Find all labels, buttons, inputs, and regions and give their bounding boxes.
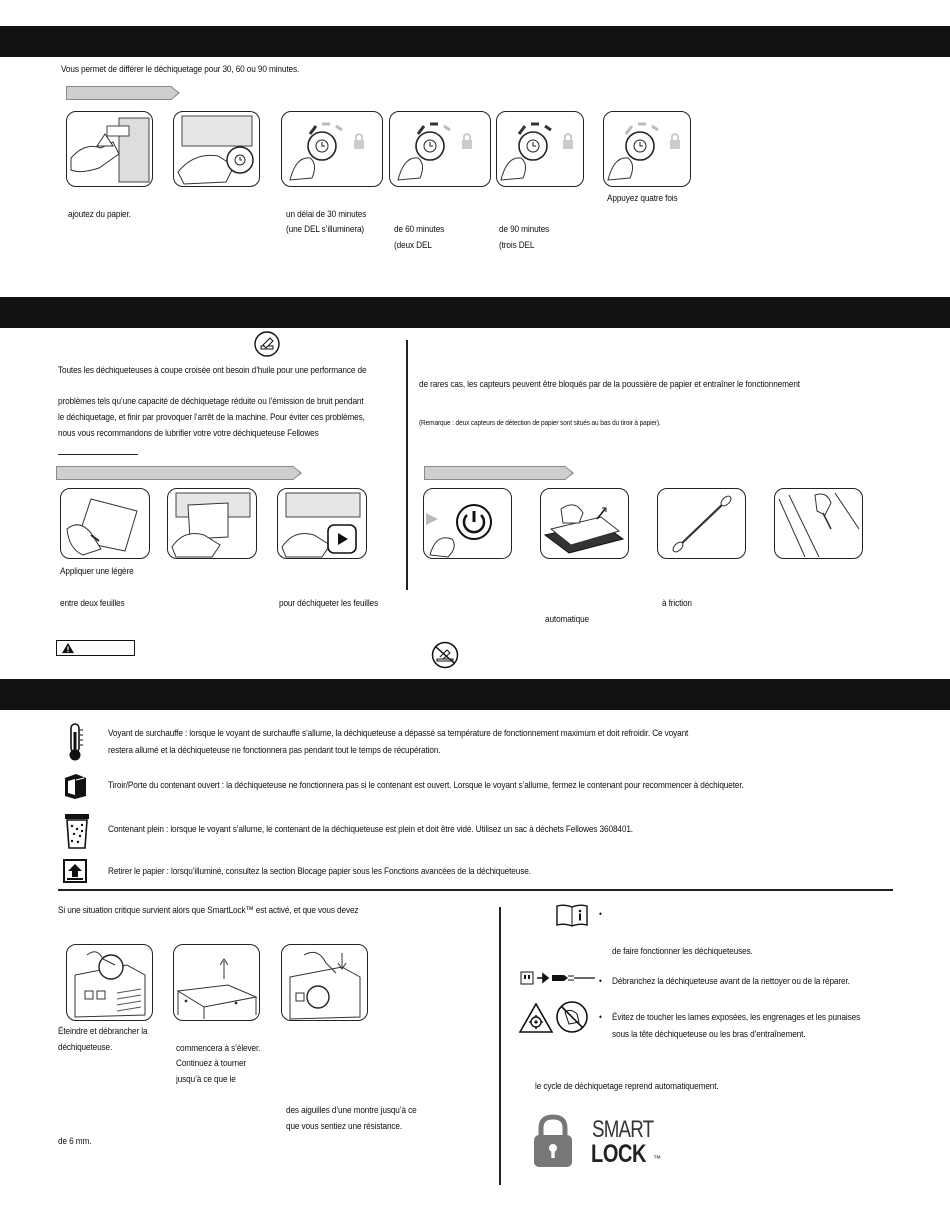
safety-text-3-line2: sous la tête déchiqueteuse ou les bras d’entraînement. xyxy=(612,1029,806,1040)
thermometer-icon xyxy=(63,722,87,762)
oil-step1b-caption: entre deux feuilles xyxy=(60,598,125,609)
section-header-bar-maintenance xyxy=(0,297,950,328)
delay-step3-caption-2: (une DEL s’illuminera) xyxy=(286,224,365,235)
safety-text-1: de faire fonctionner les déchiqueteuses. xyxy=(612,946,753,957)
sensor-caption-automatic: automatique xyxy=(545,614,589,625)
column-divider xyxy=(499,907,501,1185)
divider xyxy=(58,454,138,455)
sensor-caption-friction: à friction xyxy=(662,598,692,609)
delay-step4-caption-2: (deux DEL xyxy=(394,240,432,251)
smartlock-logo-tm: ™ xyxy=(653,1154,661,1163)
smartlock-caption1-line2: déchiqueteuse. xyxy=(58,1042,113,1053)
divider xyxy=(58,889,893,891)
procedure-arrow-label xyxy=(424,466,566,480)
illustration-timer-30 xyxy=(281,111,383,187)
bin-open-icon xyxy=(62,772,88,800)
illustration-timer-60 xyxy=(389,111,491,187)
illustration-power-off xyxy=(423,488,512,559)
illustration-oil-feed xyxy=(167,488,257,559)
indicator-bin-full: Contenant plein : lorsque le voyant s’allume, le contenant de la déchiqueteuse est plein et doit être vidé. Utilisez un sac à déchets Fellowes 3608401. xyxy=(108,824,633,835)
delay-step3-caption-1: un délai de 30 minutes xyxy=(286,209,367,220)
warning-label xyxy=(56,640,135,656)
oil-step3-caption: pour déchiqueter les feuilles xyxy=(279,598,379,609)
smartlock-caption2-line3: jusqu’à ce que le xyxy=(176,1074,236,1085)
smartlock-caption4: de 6 mm. xyxy=(58,1136,92,1147)
smartlock-logo-lock: LOCK xyxy=(591,1140,647,1168)
safety-bullet-2: • xyxy=(599,976,602,987)
shred-resume-text: le cycle de déchiquetage reprend automatiquement. xyxy=(535,1081,719,1092)
indicator-overheat-line1: Voyant de surchauffe : lorsque le voyant de surchauffe s’allume, la déchiqueteuse a dépassé sa température de fonctionnement maximum et doit refroidir. Ce voyant xyxy=(108,728,689,739)
column-divider xyxy=(406,340,408,590)
illustration-timer-cancel xyxy=(603,111,691,187)
delay-intro: Vous permet de différer le déchiquetage pour 30, 60 ou 90 minutes. xyxy=(61,64,300,75)
smartlock-caption2-line2: Continuez à tourner xyxy=(176,1058,247,1069)
delay-step6-caption: Appuyez quatre fois xyxy=(607,193,678,204)
section-header-bar-delay xyxy=(0,26,950,57)
delay-step5-caption-2: (trois DEL xyxy=(499,240,535,251)
padlock-icon xyxy=(533,1114,573,1168)
delay-step4-caption-1: de 60 minutes xyxy=(394,224,445,235)
oil-step1-caption: Appliquer une légère xyxy=(60,566,134,577)
sensor-text-line1: de rares cas, les capteurs peuvent être bloqués par de la poussière de papier et entraîner le fonctionnement xyxy=(419,379,800,390)
safety-text-3-line1: Évitez de toucher les lames exposées, les engrenages et les punaises xyxy=(612,1012,861,1023)
smartlock-caption3-line2: que vous sentiez une résistance. xyxy=(286,1121,403,1132)
oil-text-line1: Toutes les déchiqueteuses à coupe croisée ont besoin d’huile pour une performance de xyxy=(58,365,367,376)
safety-text-2: Débranchez la déchiqueteuse avant de la nettoyer ou de la réparer. xyxy=(612,976,850,987)
blade-hazard-icon xyxy=(518,1002,554,1034)
illustration-timer-90 xyxy=(496,111,584,187)
smartlock-intro: Si une situation critique survient alors que SmartLock™ est activé, et que vous devez xyxy=(58,905,359,916)
illustration-press-timer xyxy=(173,111,260,187)
illustration-open-drawer xyxy=(540,488,629,559)
illustration-turn-knob xyxy=(281,944,368,1021)
delay-step5-caption-1: de 90 minutes xyxy=(499,224,550,235)
delay-step1-caption: ajoutez du papier. xyxy=(68,209,131,220)
procedure-arrow-label xyxy=(56,466,294,480)
info-manual-icon xyxy=(555,903,589,927)
illustration-unplug xyxy=(66,944,153,1021)
safety-bullet-1: • xyxy=(599,909,602,920)
safety-bullet-3: • xyxy=(599,1012,602,1023)
smartlock-caption3-line1: des aiguilles d’une montre jusqu’à ce xyxy=(286,1105,417,1116)
oil-pen-icon xyxy=(254,331,280,357)
illustration-cotton-swab xyxy=(657,488,746,559)
illustration-clean-sensor xyxy=(774,488,863,559)
sensor-note: (Remarque : deux capteurs de détection de papier sont situés au bas du tiroir à papier). xyxy=(419,418,661,427)
illustration-oil-reverse xyxy=(277,488,367,559)
smartlock-logo-smart: SMART xyxy=(592,1116,654,1143)
smartlock-caption2-line1: commencera à s’élever. xyxy=(176,1043,261,1054)
procedure-arrow-label xyxy=(66,86,172,100)
illustration-add-paper xyxy=(66,111,153,187)
indicator-overheat-line2: restera allumé et la déchiqueteuse ne fonctionnera pas pendant tout le temps de récupération. xyxy=(108,745,441,756)
indicator-remove-paper: Retirer le papier : lorsqu’illuminé, consultez la section Blocage papier sous les Fonctions avancées de la déchiqueteuse. xyxy=(108,866,531,877)
no-oil-icon xyxy=(431,641,459,669)
oil-text-line3: le déchiquetage, et finir par provoquer l’arrêt de la machine. Pour éviter ces problèmes, xyxy=(58,412,365,423)
oil-text-line4: nous vous recommandons de lubrifier votre votre déchiqueteuse Fellowes xyxy=(58,428,319,439)
oil-text-line2: problèmes tels qu’une capacité de déchiquetage réduite ou l’émission de bruit pendant xyxy=(58,396,364,407)
section-header-bar-indicators xyxy=(0,679,950,710)
bin-full-icon xyxy=(63,812,91,850)
illustration-oil-apply xyxy=(60,488,150,559)
remove-paper-icon xyxy=(62,858,88,884)
illustration-lift-head xyxy=(173,944,260,1021)
smartlock-caption1-line1: Éteindre et débrancher la xyxy=(58,1026,148,1037)
unplug-icon xyxy=(520,971,596,985)
no-hands-icon xyxy=(555,1000,589,1034)
indicator-bin-open: Tiroir/Porte du contenant ouvert : la déchiqueteuse ne fonctionnera pas si le contenant est ouvert. Lorsque le voyant s’allume, fermez le contenant pour recommencer à déchiqueter. xyxy=(108,780,744,791)
